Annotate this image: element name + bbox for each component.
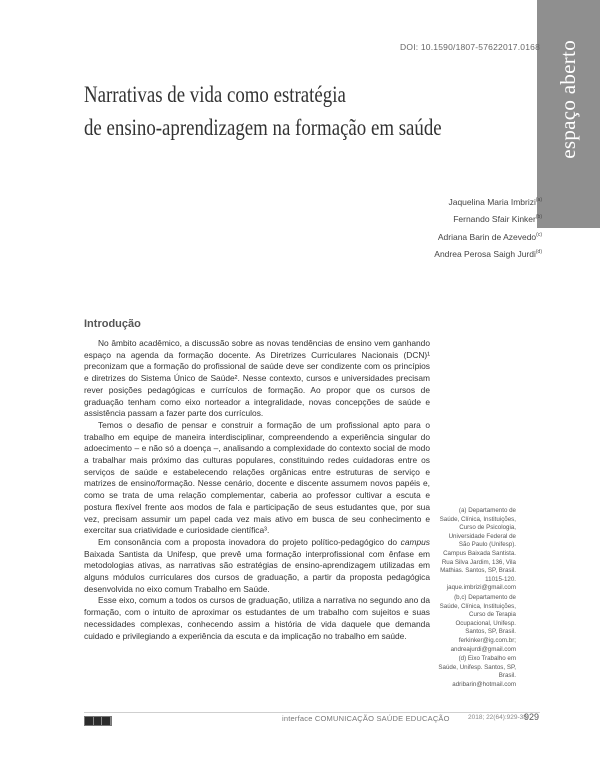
journal-name: interface COMUNICAÇÃO SAÚDE EDUCAÇÃO <box>282 714 450 723</box>
affiliation-bc: (b,c) Departamento de Saúde, Clínica, Instituições, Curso de Terapia Ocupacional, Unifesp. Santos, SP, Brasil. ferkinker@ig.com.br; andreajurdi@gmail.com <box>439 593 516 653</box>
author: Adriana Barin de Azevedo$^{(c)}$ <box>437 231 542 242</box>
issue-citation: 2018; 22(64):929-38 <box>468 714 527 721</box>
affiliations <box>438 507 516 689</box>
article-body <box>84 338 430 642</box>
affiliation-d: (d) Eixo Trabalho em Saúde, Unifesp. Santos, SP, Brasil. adribarin@hotmail.com <box>438 655 516 688</box>
author-list <box>434 193 542 262</box>
footer-divider <box>84 712 540 713</box>
title-line-1: Narrativas de vida como estratégia <box>84 82 346 107</box>
section-label: espaço aberto <box>556 40 580 159</box>
paragraph: No âmbito acadêmico, a discussão sobre as novas tendências de ensino vem ganhando espaço na agenda da formação docente. As Diretrizes Curriculares Nacionais (DCN)¹ preconizam que a formação do profissional de saúde deve ser condizente com os princípios e diretrizes do Sistema Único de Saúde². Nesse contexto, cursos e universidades precisam rever posições pedagógicas e currículos de formação. Ao propor que os cursos de graduação tenham como eixo norteador a integralidade, novas concepções de saúde e assistência passam a fazer parte dos currículos. <box>84 338 430 419</box>
page-number: 929 <box>524 712 540 722</box>
title-line-2: de ensino-aprendizagem na formação em saúde <box>84 115 442 140</box>
section-side-tab <box>537 0 600 228</box>
author: Jaquelina Maria Imbrizi$^{(a)}$ <box>448 196 542 207</box>
doi-link[interactable]: DOI: 10.1590/1807-57622017.0168 <box>400 42 540 52</box>
creative-commons-icon[interactable] <box>84 716 112 726</box>
paragraph: Temos o desafio de pensar e construir a formação de um profissional apto para o trabalho em equipe de maneira interdisciplinar, compreendendo a experiência singular do adoecimento – e não só a doença –, analisando a complexidade do contexto social de modo a trabalhar mais próximo das culturas populares, constituindo redes cuidadoras entre os serviços de saúde e estabelecendo relações orgânicas entre estruturas de serviço e matrizes de ensino/formação. Nesse cenário, docente e discente assumem novos papéis e, como se trata de uma relação complementar, caberia ao professor cultivar a escuta e postura flexível frente aos modos de fala e participação de seus estudantes que, por sua vez, precisam assumir um papel cada vez mais ativo em busca de seu conhecimento e exercitar sua criatividade e curiosidade científica³. <box>84 419 430 536</box>
affiliation-a: (a) Departamento de Saúde, Clínica, Instituições, Curso de Psicologia, Universidade Federal de São Paulo (Unifesp). Campus Baixada Santista. Rua Silva Jardim, 136, Vila Mathias. Santos, SP, Brasil. 11015-120. jaque.imbrizi@gmail.com <box>439 507 516 592</box>
paragraph: Esse eixo, comum a todos os cursos de graduação, utiliza a narrativa no segundo ano da formação, com o intuito de aproximar os estudantes de um trabalho com sujeitos e suas necessidades complexas, conhecendo assim a história de vida daquele que demanda cuidado e privilegiando a experiência da escuta e da implicação no trabalho em saúde. <box>84 595 430 641</box>
section-heading: Introdução <box>84 318 141 330</box>
paragraph: Em consonância com a proposta inovadora do projeto político-pedagógico do campus Baixada Santista da Unifesp, que prevê uma formação interprofissional com ênfase em metodologias ativas, as narrativas são estratégias de ensino-aprendizagem utilizadas em alguns módulos curriculares dos cursos de graduação, a partir da proposta pedagógica desenvolvida no eixo comum Trabalho em Saúde. <box>84 536 430 594</box>
author: Fernando Sfair Kinker$^{(b)}$ <box>453 214 542 225</box>
author: Andrea Perosa Saigh Jurdi$^{(d)}$ <box>434 248 542 259</box>
article-title <box>84 78 510 144</box>
